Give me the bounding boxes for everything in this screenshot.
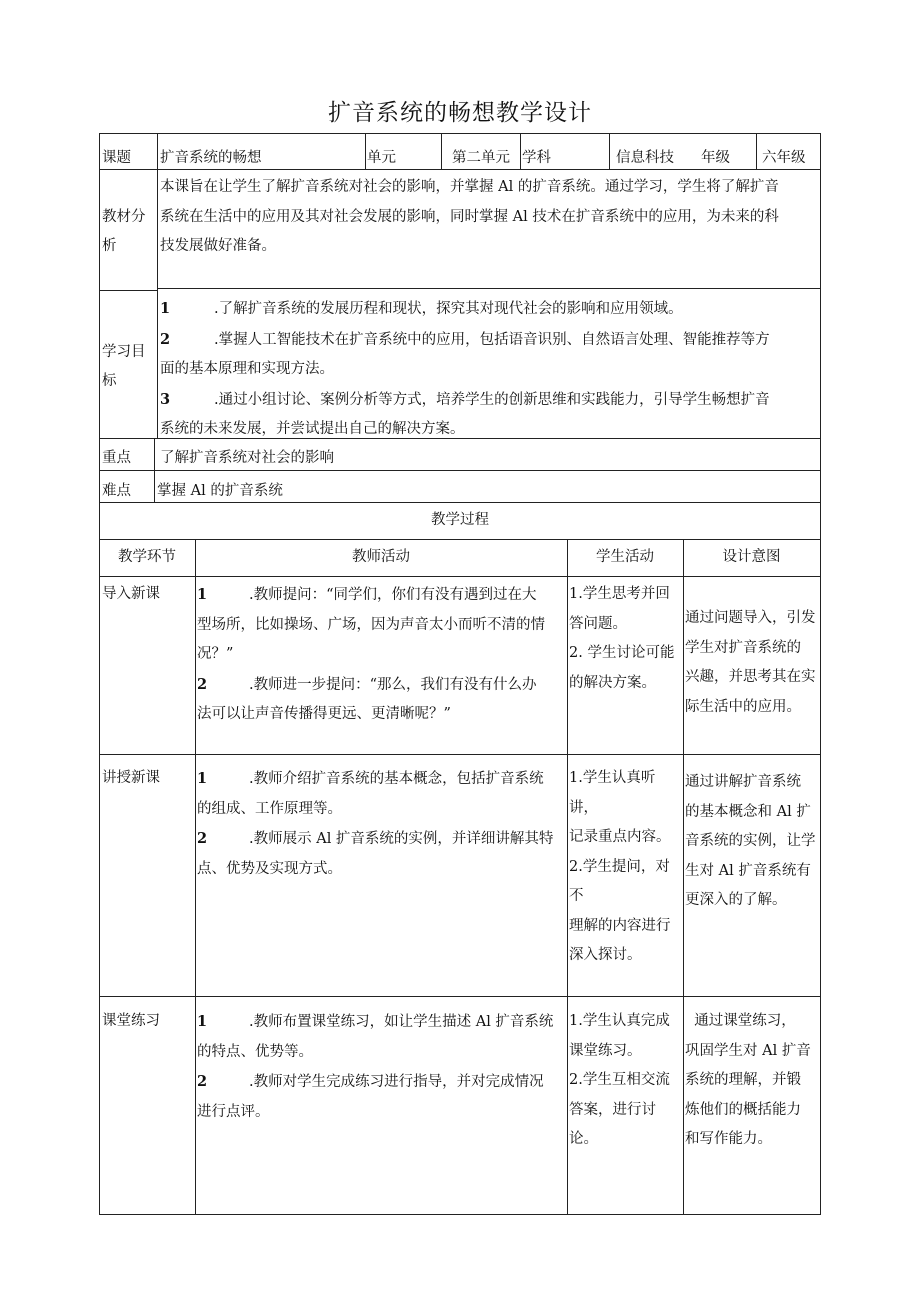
process-title: 教学过程 [431,512,489,528]
column-header-student: 学生活动 [596,549,654,565]
key-point-text: 了解扩音系统对社会的影响 [160,450,334,466]
grade-value: 六年级 [762,150,806,166]
student-activity: 1.学生思考并回 答问题。 2. 学生讨论可能 的解决方案。 [569,586,675,691]
student-activity: 1.学生认真完成 课堂练习。 2.学生互相交流 答案，进行讨论。 [569,1013,670,1147]
label-analysis: 教材分析 [102,209,146,254]
unit-value: 第二单元 [452,150,510,166]
label-difficulty: 难点 [102,483,131,499]
column-header-teacher: 教师活动 [352,549,410,565]
analysis-line: 系统在生活中的应用及其对社会发展的影响，同时掌握 Al 技术在扩音系统中的应用，为未来的科 [160,208,779,225]
label-key-point: 重点 [102,450,131,466]
teacher-activity: 1 .教师提问：“同学们，你们有没有遇到过在大 型场所，比如操场、广场，因为声音太小而听不清的情 况？” 2 .教师进一步提问：“那么，我们有没有什么办 法可以让声音传播得更远、更清晰呢？” [197,586,545,722]
analysis-line: 技发展做好准备。 [160,238,276,254]
difficulty-text: 掌握 Al 的扩音系统 [157,483,283,499]
objective-line: 面的基本原理和实现方法。 [160,361,334,377]
analysis-text [160,173,820,262]
label-unit: 单元 [367,150,396,166]
teacher-activity: 1 .教师布置课堂练习，如让学生描述 Al 扩音系统 的特点、优势等。 2 .教师对学生完成练习进行指导，并对完成情况 进行点评。 [197,1013,554,1120]
subject-value: 信息科技 [616,150,674,166]
page-title: 扩音系统的畅想教学设计 [328,100,592,126]
objective-item: 2 .掌握人工智能技术在扩音系统中的应用，包括语音识别、自然语言处理、智能推荐等方 [160,330,770,348]
analysis-line: 本课旨在让学生了解扩音系统对社会的影响，并掌握 Al 的扩音系统。通过学习，学生将了解扩音 [160,179,779,195]
label-objectives: 学习目标 [102,344,146,389]
objective-item: 3 .通过小组讨论、案例分析等方式，培养学生的创新思维和实践能力，引导学生畅想扩音 [160,390,770,408]
objectives-list [160,294,820,445]
design-intent: 通过问题导入，引发 学生对扩音系统的 兴趣，并思考其在实 际生活中的应用。 [685,610,816,715]
label-topic: 课题 [102,150,131,166]
label-subject: 学科 [522,150,551,166]
column-header-intent: 设计意图 [722,549,781,565]
objective-line: 系统的未来发展，并尝试提出自己的解决方案。 [160,421,465,437]
column-header-stage: 教学环节 [118,549,176,565]
topic-value: 扩音系统的畅想 [160,150,262,166]
stage-label: 讲授新课 [102,770,160,786]
teacher-activity: 1 .教师介绍扩音系统的基本概念，包括扩音系统 的组成、工作原理等。 2 .教师展示 Al 扩音系统的实例，并详细讲解其特 点、优势及实现方式。 [197,770,554,877]
student-activity: 1.学生认真听讲， 记录重点内容。 2.学生提问，对不 理解的内容进行 深入探讨。 [569,770,671,963]
design-intent: 通过讲解扩音系统 的基本概念和 Al 扩 音系统的实例，让学 生对 Al 扩音系统有 更深入的了解。 [685,774,816,908]
design-intent: 通过课堂练习， 巩固学生对 Al 扩音 系统的理解，并锻 炼他们的概括能力 和写作能力。 [685,1013,811,1147]
stage-label: 导入新课 [102,586,160,602]
stage-label: 课堂练习 [102,1013,160,1029]
objective-item: 1 .了解扩音系统的发展历程和现状，探究其对现代社会的影响和应用领域。 [160,300,683,317]
label-grade: 年级 [701,150,730,166]
